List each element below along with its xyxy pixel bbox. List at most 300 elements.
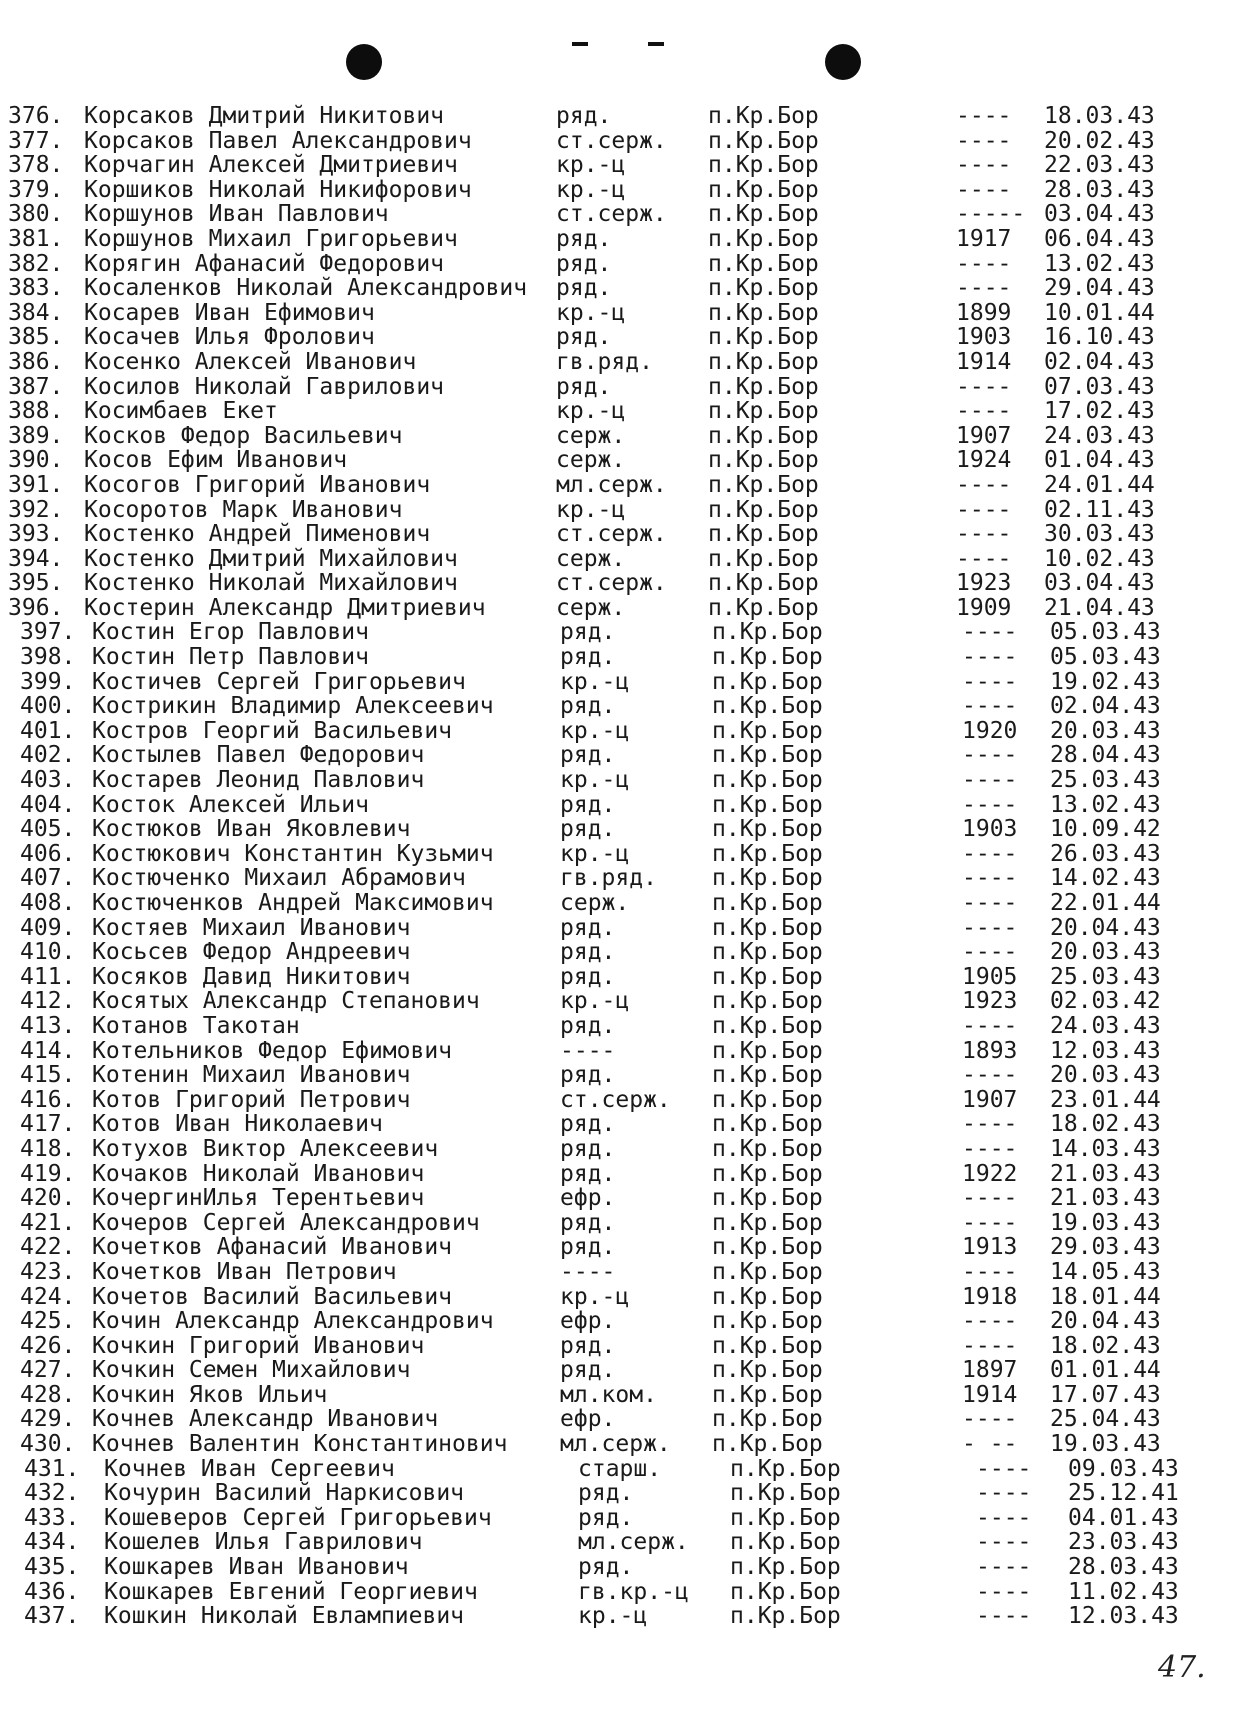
- death-date: 17.07.43: [1050, 1381, 1161, 1408]
- burial-place: п.Кр.Бор: [712, 1037, 823, 1064]
- death-date: 12.03.43: [1068, 1603, 1179, 1630]
- casualty-list: [0, 104, 1243, 1629]
- military-rank: ----: [560, 1258, 616, 1285]
- death-date: 18.03.43: [1044, 103, 1155, 129]
- death-date: 25.03.43: [1050, 767, 1161, 794]
- birth-year: ----: [962, 742, 1018, 769]
- person-name: Косков Федор Васильевич: [84, 422, 403, 449]
- person-name: Косимбаев Екет: [84, 398, 278, 425]
- military-rank: ефр.: [560, 1406, 616, 1433]
- military-rank: кр.-ц: [556, 176, 626, 203]
- list-item: [0, 1555, 1243, 1580]
- list-item: [0, 866, 1243, 891]
- row-number: 388.: [8, 398, 64, 425]
- row-number: 409.: [20, 914, 76, 941]
- row-number: 376.: [8, 103, 64, 129]
- list-item: [0, 965, 1243, 990]
- person-name: Костюкович Константин Кузьмич: [92, 840, 494, 867]
- list-item: [0, 1112, 1243, 1137]
- military-rank: кр.-ц: [556, 152, 626, 179]
- birth-year: 1924: [956, 447, 1012, 474]
- birth-year: ----: [962, 1135, 1018, 1162]
- row-number: 430.: [20, 1431, 76, 1458]
- military-rank: ряд.: [560, 1062, 616, 1089]
- row-number: 397.: [20, 619, 76, 646]
- row-number: 426.: [20, 1332, 76, 1359]
- death-date: 30.03.43: [1044, 521, 1155, 548]
- burial-place: п.Кр.Бор: [708, 176, 819, 203]
- death-date: 20.03.43: [1050, 1062, 1161, 1089]
- death-date: 13.02.43: [1050, 791, 1161, 818]
- list-item: [0, 104, 1243, 129]
- row-number: 436.: [24, 1578, 80, 1605]
- burial-place: п.Кр.Бор: [712, 693, 823, 720]
- military-rank: ряд.: [560, 816, 616, 843]
- row-number: 435.: [24, 1554, 80, 1581]
- military-rank: ефр.: [560, 1308, 616, 1335]
- person-name: Костичев Сергей Григорьевич: [92, 668, 466, 695]
- list-item: [0, 202, 1243, 227]
- birth-year: ----: [962, 840, 1018, 867]
- person-name: Кочнев Иван Сергеевич: [104, 1455, 395, 1482]
- military-rank: ряд.: [560, 1357, 616, 1384]
- list-item: [0, 1457, 1243, 1482]
- birth-year: 1922: [962, 1160, 1018, 1187]
- birth-year: ----: [962, 890, 1018, 916]
- burial-place: п.Кр.Бор: [712, 865, 823, 892]
- military-rank: ----: [560, 1037, 616, 1064]
- list-item: [0, 448, 1243, 473]
- person-name: Костюченко Михаил Абрамович: [92, 865, 466, 892]
- birth-year: 1923: [956, 570, 1012, 597]
- military-rank: кр.-ц: [560, 668, 630, 695]
- death-date: 25.04.43: [1050, 1406, 1161, 1433]
- death-date: 10.02.43: [1044, 545, 1155, 572]
- row-number: 390.: [8, 447, 64, 474]
- military-rank: гв.ряд.: [556, 348, 653, 375]
- death-date: 29.03.43: [1050, 1234, 1161, 1261]
- list-item: [0, 1358, 1243, 1383]
- person-name: Костылев Павел Федорович: [92, 742, 425, 769]
- person-name: Косогов Григорий Иванович: [84, 471, 431, 498]
- person-name: Косток Алексей Ильич: [92, 791, 369, 818]
- burial-place: п.Кр.Бор: [730, 1529, 841, 1556]
- death-date: 20.04.43: [1050, 914, 1161, 941]
- military-rank: ряд.: [578, 1504, 634, 1531]
- military-rank: серж.: [556, 422, 626, 449]
- burial-place: п.Кр.Бор: [708, 422, 819, 449]
- death-date: 01.01.44: [1050, 1357, 1161, 1384]
- burial-place: п.Кр.Бор: [712, 1012, 823, 1039]
- military-rank: гв.ряд.: [560, 865, 657, 892]
- birth-year: 1918: [962, 1283, 1018, 1310]
- death-date: 05.03.43: [1050, 644, 1161, 671]
- person-name: Костенко Николай Михайлович: [84, 570, 458, 597]
- burial-place: п.Кр.Бор: [708, 127, 819, 154]
- burial-place: п.Кр.Бор: [730, 1455, 841, 1482]
- military-rank: ст.серж.: [556, 570, 667, 597]
- birth-year: ----: [976, 1480, 1032, 1507]
- birth-year: - --: [962, 1431, 1018, 1458]
- list-item: [0, 1063, 1243, 1088]
- birth-year: ----: [956, 373, 1012, 400]
- military-rank: ряд.: [560, 1332, 616, 1359]
- birth-year: ----: [962, 1012, 1018, 1039]
- list-item: [0, 1285, 1243, 1310]
- death-date: 14.03.43: [1050, 1135, 1161, 1162]
- birth-year: 1923: [962, 988, 1018, 1015]
- military-rank: серж.: [556, 594, 626, 621]
- birth-year: ----: [962, 1406, 1018, 1433]
- person-name: Косов Ефим Иванович: [84, 447, 348, 474]
- person-name: Котухов Виктор Алексеевич: [92, 1135, 439, 1162]
- list-item: [0, 1162, 1243, 1187]
- military-rank: серж.: [556, 447, 626, 474]
- person-name: Костяев Михаил Иванович: [92, 914, 411, 941]
- row-number: 381.: [8, 225, 64, 252]
- row-number: 423.: [20, 1258, 76, 1285]
- person-name: Кошкарев Иван Иванович: [104, 1554, 409, 1581]
- person-name: Кочурин Василий Наркисович: [104, 1480, 465, 1507]
- burial-place: п.Кр.Бор: [730, 1578, 841, 1605]
- burial-place: п.Кр.Бор: [712, 1406, 823, 1433]
- military-rank: ряд.: [556, 275, 612, 302]
- military-rank: мл.серж.: [556, 471, 667, 498]
- list-item: [0, 252, 1243, 277]
- list-item: [0, 276, 1243, 301]
- death-date: 28.03.43: [1068, 1554, 1179, 1581]
- military-rank: ряд.: [560, 963, 616, 990]
- burial-place: п.Кр.Бор: [708, 373, 819, 400]
- row-number: 419.: [20, 1160, 76, 1187]
- burial-place: п.Кр.Бор: [730, 1504, 841, 1531]
- list-item: [0, 670, 1243, 695]
- burial-place: п.Кр.Бор: [708, 348, 819, 375]
- burial-place: п.Кр.Бор: [712, 890, 823, 916]
- birth-year: ----: [976, 1455, 1032, 1482]
- person-name: Кочетов Василий Васильевич: [92, 1283, 453, 1310]
- military-rank: ряд.: [560, 791, 616, 818]
- military-rank: мл.серж.: [560, 1431, 671, 1458]
- row-number: 407.: [20, 865, 76, 892]
- list-item: [0, 694, 1243, 719]
- military-rank: ряд.: [560, 742, 616, 769]
- birth-year: ----: [956, 545, 1012, 572]
- person-name: КочергинИлья Терентьевич: [92, 1185, 425, 1212]
- birth-year: 1899: [956, 299, 1012, 326]
- military-rank: ст.серж.: [556, 127, 667, 154]
- person-name: Косенко Алексей Иванович: [84, 348, 417, 375]
- list-item: [0, 1039, 1243, 1064]
- burial-place: п.Кр.Бор: [708, 545, 819, 572]
- row-number: 427.: [20, 1357, 76, 1384]
- person-name: Котанов Такотан: [92, 1012, 300, 1039]
- row-number: 417.: [20, 1111, 76, 1138]
- burial-place: п.Кр.Бор: [712, 644, 823, 671]
- list-item: [0, 498, 1243, 523]
- person-name: Костарев Леонид Павлович: [92, 767, 425, 794]
- birth-year: ----: [956, 127, 1012, 154]
- row-number: 382.: [8, 250, 64, 277]
- person-name: Кочнев Александр Иванович: [92, 1406, 439, 1433]
- military-rank: кр.-ц: [560, 988, 630, 1015]
- military-rank: гв.кр.-ц: [578, 1578, 689, 1605]
- birth-year: ----: [956, 250, 1012, 277]
- list-item: [0, 719, 1243, 744]
- burial-place: п.Кр.Бор: [712, 791, 823, 818]
- row-number: 396.: [8, 594, 64, 621]
- person-name: Кочетков Афанасий Иванович: [92, 1234, 453, 1261]
- list-item: [0, 1186, 1243, 1211]
- row-number: 391.: [8, 471, 64, 498]
- death-date: 18.02.43: [1050, 1332, 1161, 1359]
- birth-year: -----: [956, 201, 1026, 228]
- death-date: 19.02.43: [1050, 668, 1161, 695]
- list-item: [0, 424, 1243, 449]
- person-name: Корягин Афанасий Федорович: [84, 250, 445, 277]
- birth-year: 1903: [962, 816, 1018, 843]
- row-number: 398.: [20, 644, 76, 671]
- birth-year: ----: [962, 1185, 1018, 1212]
- death-date: 09.03.43: [1068, 1455, 1179, 1482]
- death-date: 10.09.42: [1050, 816, 1161, 843]
- death-date: 20.03.43: [1050, 939, 1161, 966]
- death-date: 21.03.43: [1050, 1185, 1161, 1212]
- person-name: Кочаков Николай Иванович: [92, 1160, 425, 1187]
- list-item: [0, 1604, 1243, 1629]
- military-rank: кр.-ц: [560, 840, 630, 867]
- person-name: Костин Егор Павлович: [92, 619, 369, 646]
- military-rank: ст.серж.: [556, 201, 667, 228]
- birth-year: ----: [962, 693, 1018, 720]
- list-item: [0, 1088, 1243, 1113]
- military-rank: серж.: [556, 545, 626, 572]
- death-date: 24.03.43: [1050, 1012, 1161, 1039]
- row-number: 380.: [8, 201, 64, 228]
- burial-place: п.Кр.Бор: [712, 840, 823, 867]
- row-number: 405.: [20, 816, 76, 843]
- birth-year: 1897: [962, 1357, 1018, 1384]
- burial-place: п.Кр.Бор: [712, 1209, 823, 1236]
- list-item: [0, 620, 1243, 645]
- list-item: [0, 325, 1243, 350]
- person-name: Костерин Александр Дмитриевич: [84, 594, 486, 621]
- birth-year: ----: [976, 1554, 1032, 1581]
- row-number: 387.: [8, 373, 64, 400]
- row-number: 404.: [20, 791, 76, 818]
- military-rank: ряд.: [556, 103, 612, 129]
- burial-place: п.Кр.Бор: [712, 1135, 823, 1162]
- list-item: [0, 1580, 1243, 1605]
- military-rank: мл.ком.: [560, 1381, 657, 1408]
- list-item: [0, 596, 1243, 621]
- list-item: [0, 1334, 1243, 1359]
- person-name: Косьсев Федор Андреевич: [92, 939, 411, 966]
- death-date: 24.01.44: [1044, 471, 1155, 498]
- list-item: [0, 1014, 1243, 1039]
- death-date: 07.03.43: [1044, 373, 1155, 400]
- list-item: [0, 1383, 1243, 1408]
- row-number: 386.: [8, 348, 64, 375]
- burial-place: п.Кр.Бор: [712, 1332, 823, 1359]
- death-date: 19.03.43: [1050, 1431, 1161, 1458]
- row-number: 421.: [20, 1209, 76, 1236]
- row-number: 411.: [20, 963, 76, 990]
- row-number: 384.: [8, 299, 64, 326]
- death-date: 28.03.43: [1044, 176, 1155, 203]
- list-item: [0, 571, 1243, 596]
- person-name: Кострикин Владимир Алексеевич: [92, 693, 494, 720]
- birth-year: 1914: [956, 348, 1012, 375]
- list-item: [0, 1481, 1243, 1506]
- burial-place: п.Кр.Бор: [708, 152, 819, 179]
- military-rank: ряд.: [560, 1234, 616, 1261]
- list-item: [0, 1211, 1243, 1236]
- death-date: 17.02.43: [1044, 398, 1155, 425]
- row-number: 434.: [24, 1529, 80, 1556]
- birth-year: ----: [962, 1308, 1018, 1335]
- person-name: Котенин Михаил Иванович: [92, 1062, 411, 1089]
- death-date: 12.03.43: [1050, 1037, 1161, 1064]
- burial-place: п.Кр.Бор: [712, 1160, 823, 1187]
- birth-year: 1907: [962, 1086, 1018, 1113]
- birth-year: ----: [956, 152, 1012, 179]
- burial-place: п.Кр.Бор: [708, 471, 819, 498]
- list-item: [0, 227, 1243, 252]
- military-rank: ряд.: [560, 1012, 616, 1039]
- burial-place: п.Кр.Бор: [730, 1480, 841, 1507]
- death-date: 28.04.43: [1050, 742, 1161, 769]
- list-item: [0, 178, 1243, 203]
- death-date: 14.05.43: [1050, 1258, 1161, 1285]
- burial-place: п.Кр.Бор: [712, 1258, 823, 1285]
- row-number: 422.: [20, 1234, 76, 1261]
- military-rank: ефр.: [560, 1185, 616, 1212]
- row-number: 377.: [8, 127, 64, 154]
- death-date: 22.01.44: [1050, 890, 1161, 916]
- list-item: [0, 1235, 1243, 1260]
- person-name: Косятых Александр Степанович: [92, 988, 480, 1015]
- burial-place: п.Кр.Бор: [712, 1086, 823, 1113]
- military-rank: ряд.: [560, 914, 616, 941]
- death-date: 20.04.43: [1050, 1308, 1161, 1335]
- list-item: [0, 129, 1243, 154]
- row-number: 425.: [20, 1308, 76, 1335]
- birth-year: ----: [976, 1578, 1032, 1605]
- burial-place: п.Кр.Бор: [708, 299, 819, 326]
- death-date: 19.03.43: [1050, 1209, 1161, 1236]
- row-number: 413.: [20, 1012, 76, 1039]
- person-name: Косяков Давид Никитович: [92, 963, 411, 990]
- military-rank: ряд.: [556, 324, 612, 351]
- row-number: 406.: [20, 840, 76, 867]
- row-number: 393.: [8, 521, 64, 548]
- birth-year: ----: [962, 767, 1018, 794]
- list-item: [0, 1506, 1243, 1531]
- birth-year: ----: [956, 176, 1012, 203]
- row-number: 395.: [8, 570, 64, 597]
- birth-year: 1909: [956, 594, 1012, 621]
- person-name: Костров Георгий Васильевич: [92, 717, 453, 744]
- row-number: 432.: [24, 1480, 80, 1507]
- person-name: Кочин Александр Александрович: [92, 1308, 494, 1335]
- list-item: [0, 473, 1243, 498]
- row-number: 415.: [20, 1062, 76, 1089]
- person-name: Косарев Иван Ефимович: [84, 299, 375, 326]
- death-date: 16.10.43: [1044, 324, 1155, 351]
- row-number: 383.: [8, 275, 64, 302]
- burial-place: п.Кр.Бор: [708, 250, 819, 277]
- military-rank: ряд.: [560, 1160, 616, 1187]
- burial-place: п.Кр.Бор: [708, 594, 819, 621]
- person-name: Котов Иван Николаевич: [92, 1111, 383, 1138]
- row-number: 394.: [8, 545, 64, 572]
- burial-place: п.Кр.Бор: [708, 521, 819, 548]
- death-date: 13.02.43: [1044, 250, 1155, 277]
- row-number: 385.: [8, 324, 64, 351]
- death-date: 02.03.42: [1050, 988, 1161, 1015]
- birth-year: 1893: [962, 1037, 1018, 1064]
- list-item: [0, 989, 1243, 1014]
- birth-year: ----: [962, 865, 1018, 892]
- person-name: Костюченков Андрей Максимович: [92, 890, 494, 916]
- list-item: [0, 522, 1243, 547]
- punch-hole: [346, 44, 382, 80]
- row-number: 401.: [20, 717, 76, 744]
- birth-year: 1903: [956, 324, 1012, 351]
- person-name: Кочкин Яков Ильич: [92, 1381, 328, 1408]
- punch-hole: [825, 44, 861, 80]
- death-date: 10.01.44: [1044, 299, 1155, 326]
- row-number: 410.: [20, 939, 76, 966]
- burial-place: п.Кр.Бор: [708, 275, 819, 302]
- death-date: 03.04.43: [1044, 201, 1155, 228]
- birth-year: ----: [962, 1111, 1018, 1138]
- person-name: Кочкин Семен Михайлович: [92, 1357, 411, 1384]
- person-name: Костюков Иван Яковлевич: [92, 816, 411, 843]
- person-name: Косаленков Николай Александрович: [84, 275, 528, 302]
- burial-place: п.Кр.Бор: [712, 1308, 823, 1335]
- death-date: 06.04.43: [1044, 225, 1155, 252]
- dash-mark: [572, 42, 588, 46]
- death-date: 02.04.43: [1050, 693, 1161, 720]
- military-rank: ряд.: [578, 1554, 634, 1581]
- military-rank: ряд.: [560, 1209, 616, 1236]
- burial-place: п.Кр.Бор: [708, 201, 819, 228]
- list-item: [0, 350, 1243, 375]
- burial-place: п.Кр.Бор: [712, 1381, 823, 1408]
- burial-place: п.Кр.Бор: [708, 496, 819, 523]
- birth-year: ----: [976, 1504, 1032, 1531]
- person-name: Коршунов Иван Павлович: [84, 201, 389, 228]
- person-name: Кошкин Николай Евлампиевич: [104, 1603, 465, 1630]
- burial-place: п.Кр.Бор: [712, 816, 823, 843]
- death-date: 05.03.43: [1050, 619, 1161, 646]
- person-name: Котельников Федор Ефимович: [92, 1037, 453, 1064]
- row-number: 399.: [20, 668, 76, 695]
- birth-year: ----: [962, 1209, 1018, 1236]
- military-rank: кр.-ц: [560, 1283, 630, 1310]
- birth-year: ----: [962, 914, 1018, 941]
- list-item: [0, 1407, 1243, 1432]
- birth-year: ----: [956, 103, 1012, 129]
- birth-year: ----: [962, 619, 1018, 646]
- birth-year: 1913: [962, 1234, 1018, 1261]
- person-name: Костенко Андрей Пименович: [84, 521, 431, 548]
- death-date: 03.04.43: [1044, 570, 1155, 597]
- birth-year: ----: [962, 1258, 1018, 1285]
- birth-year: ----: [962, 1332, 1018, 1359]
